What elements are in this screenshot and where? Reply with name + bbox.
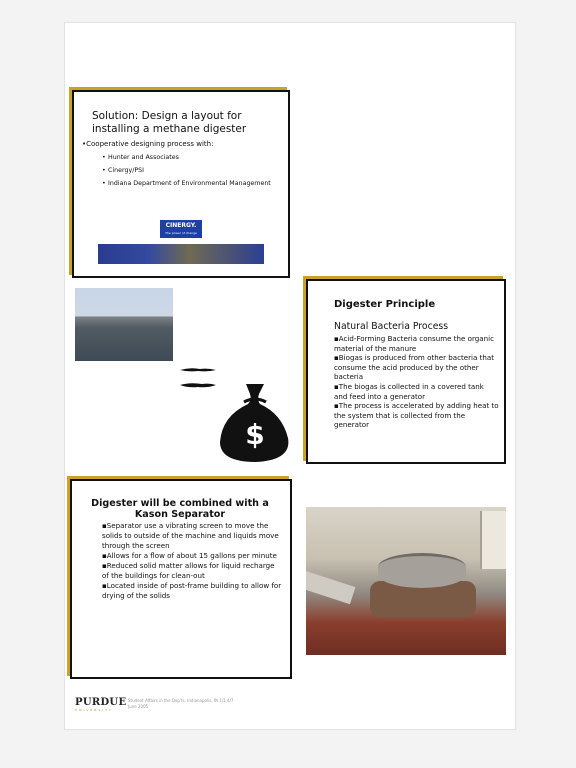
separator-line: ▪Located inside of post-frame building to allow for drying of the solids [102, 581, 282, 600]
dollar-sign: $ [245, 418, 265, 451]
equals-bar-bottom-icon [180, 381, 216, 389]
separator-line: ▪Separator use a vibrating screen to move the solids to outside of the machine and liquids move through the screen [102, 521, 279, 550]
partner-item: • Hunter and Associates [102, 154, 272, 162]
cinergy-logo [160, 220, 202, 238]
photo-chute [306, 571, 355, 604]
separator-photo [306, 507, 506, 655]
digester-principle-box [306, 279, 506, 464]
purdue-wordmark: PURDUE [75, 697, 127, 708]
principle-line: ▪Acid-Forming Bacteria consume the organic material of the manure [334, 334, 495, 353]
cinergy-logo-tagline: The power of change [165, 231, 197, 235]
partner-item: • Cinergy/PSI [102, 167, 272, 175]
equals-bar-top-icon [180, 366, 216, 373]
footer-line-1: Student Affairs in the Dep'ts. Indianapolis, IN 1/1 4/7 [128, 698, 234, 703]
separator-text [102, 521, 282, 601]
separator-line: ▪Reduced solid matter allows for liquid recharge of the buildings for clean-out [102, 561, 275, 580]
partner-item: • Indiana Department of Environmental Management [102, 180, 272, 188]
photo-separator-drum [378, 553, 466, 588]
kason-separator-box [70, 479, 292, 679]
university-wordmark: UNIVERSITY [75, 708, 113, 712]
money-bag-icon [216, 380, 294, 464]
separator-title: Digester will be combined with a Kason Separator [91, 498, 269, 520]
lagoon-photo [75, 288, 173, 361]
solution-title: Solution: Design a layout for installing a methane digester [92, 110, 247, 135]
partner-list [102, 154, 272, 193]
purdue-logo [75, 697, 127, 712]
cooperative-bullet: •Cooperative designing process with: [82, 140, 214, 148]
bacteria-process-subtitle: Natural Bacteria Process [334, 321, 449, 332]
principle-text [334, 334, 499, 430]
principle-line: ▪Biogas is produced from other bacteria that consume the acid produced by the other bacteria [334, 353, 495, 382]
principle-line: ▪The process is accelerated by adding heat to the system that is collected from the generator [334, 401, 499, 430]
separator-line: ▪Allows for a flow of about 15 gallons per minute [102, 551, 277, 560]
digester-principle-title: Digester Principle [334, 299, 436, 310]
cinergy-logo-text: CINERGY. [165, 222, 197, 229]
principle-line: ▪The biogas is collected in a covered tank and feed into a generator [334, 381, 484, 401]
solution-box [72, 90, 290, 278]
footer-line-2: June 2005 [128, 704, 149, 709]
footer-caption [128, 698, 233, 710]
photo-door [480, 511, 506, 569]
idem-banner-image [98, 244, 264, 264]
